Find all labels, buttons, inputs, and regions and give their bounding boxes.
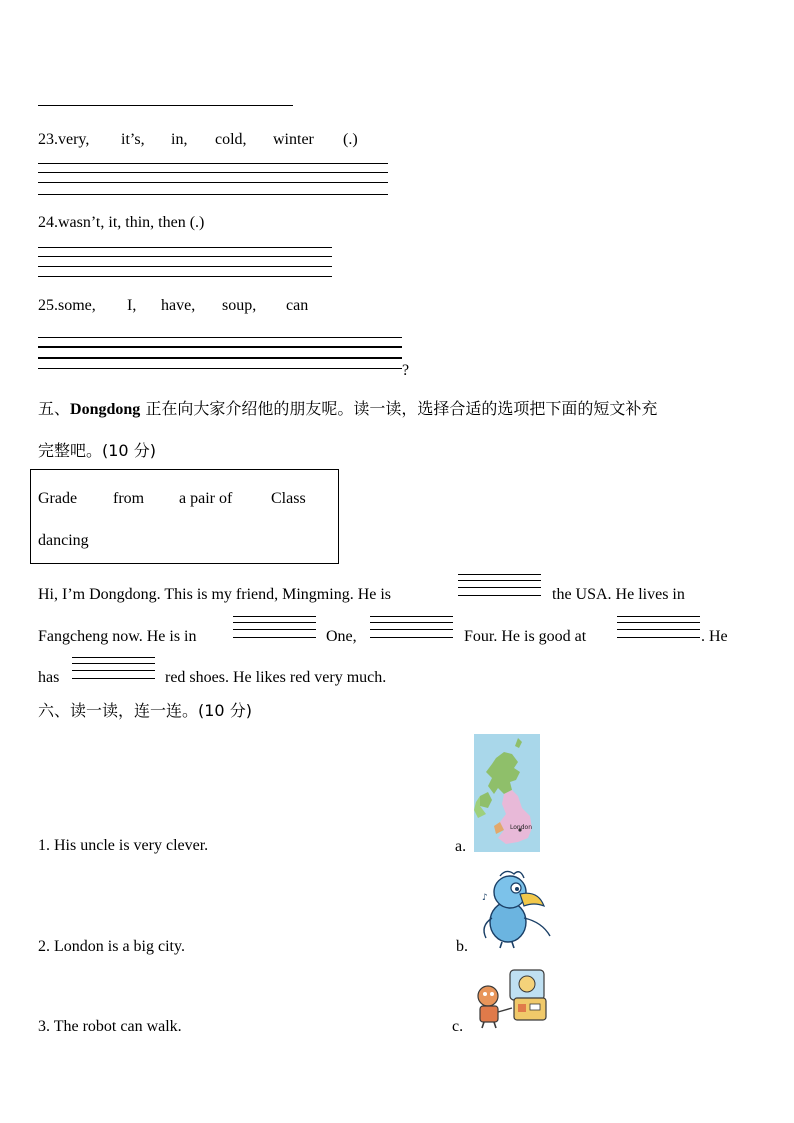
- writing-line: [38, 266, 332, 267]
- writing-line: [38, 172, 388, 173]
- writing-line: [38, 346, 402, 348]
- section-5-heading-line2: 完整吧。(10 分): [38, 441, 156, 460]
- question-24: 24.wasn’t, it, thin, then (.): [38, 214, 205, 231]
- writing-line: [38, 163, 388, 164]
- q25-word: soup,: [222, 297, 257, 314]
- question-23: [38, 130, 89, 150]
- question-25: [38, 296, 96, 316]
- q25-word: some,: [58, 297, 96, 314]
- q23-word: cold,: [215, 131, 247, 148]
- passage-text: red shoes. He likes red very much.: [165, 669, 387, 686]
- q25-word: can: [286, 297, 309, 314]
- section-5-instruction: 正在向大家介绍他的朋友呢。读一读，选择合适的选项把下面的短文补充: [140, 399, 658, 418]
- word-box-word: Grade: [38, 490, 78, 507]
- writing-line: [38, 256, 332, 257]
- writing-line: [38, 368, 402, 369]
- passage-text: Fangcheng now. He is in: [38, 628, 197, 645]
- writing-line: [38, 194, 388, 195]
- q23-word: very,: [58, 131, 90, 148]
- q25-word: have,: [161, 297, 196, 314]
- match-sentence-1: 1. His uncle is very clever.: [38, 837, 209, 854]
- section-5-name: Dongdong: [70, 401, 141, 418]
- blank-4[interactable]: [617, 616, 700, 640]
- passage-text: One,: [326, 628, 357, 645]
- svg-text:♪: ♪: [482, 893, 488, 903]
- passage-text: the USA. He lives in: [552, 586, 685, 603]
- match-sentence-2: 2. London is a big city.: [38, 938, 185, 955]
- passage-text: has: [38, 669, 60, 686]
- passage-text: Four. He is good at: [464, 628, 587, 645]
- q25-end-mark: ?: [402, 362, 410, 379]
- match-sentence-3: 3. The robot can walk.: [38, 1018, 182, 1035]
- word-box-word: a pair of: [179, 490, 233, 507]
- word-box-word: from: [113, 490, 145, 507]
- q23-word: it’s,: [121, 131, 145, 148]
- q23-word: in,: [171, 131, 188, 148]
- writing-line: [38, 247, 332, 248]
- q25-number: 25.: [38, 297, 58, 314]
- blank-1[interactable]: [458, 574, 541, 598]
- word-box-word: dancing: [38, 532, 89, 549]
- section-5-prefix: 五、: [38, 399, 71, 418]
- writing-line: [38, 276, 332, 277]
- match-letter-b: b.: [456, 938, 468, 955]
- q23-number: 23.: [38, 131, 58, 148]
- passage-text: . He: [701, 628, 728, 645]
- q23-word: (.): [343, 131, 358, 148]
- blank-3[interactable]: [370, 616, 453, 640]
- parrot-image: [478, 866, 553, 950]
- q25-word: I,: [127, 297, 137, 314]
- q23-word: winter: [273, 131, 314, 148]
- uk-map-image: [474, 734, 540, 852]
- passage-text: Hi, I’m Dongdong. This is my friend, Mingming. He is: [38, 586, 392, 603]
- writing-line: [38, 337, 402, 338]
- writing-line: [38, 182, 388, 183]
- section-6-heading: 六、读一读，连一连。(10 分): [38, 701, 252, 720]
- section-5-heading: [38, 398, 657, 421]
- blank-2[interactable]: [233, 616, 316, 640]
- robot-image: [474, 968, 554, 1030]
- writing-line: [38, 357, 402, 359]
- answer-line-22: [38, 105, 293, 106]
- match-letter-a: a.: [455, 838, 467, 855]
- match-letter-c: c.: [452, 1018, 464, 1035]
- map-label-london: London: [510, 824, 532, 831]
- blank-5[interactable]: [72, 657, 155, 681]
- word-box-word: Class: [271, 490, 306, 507]
